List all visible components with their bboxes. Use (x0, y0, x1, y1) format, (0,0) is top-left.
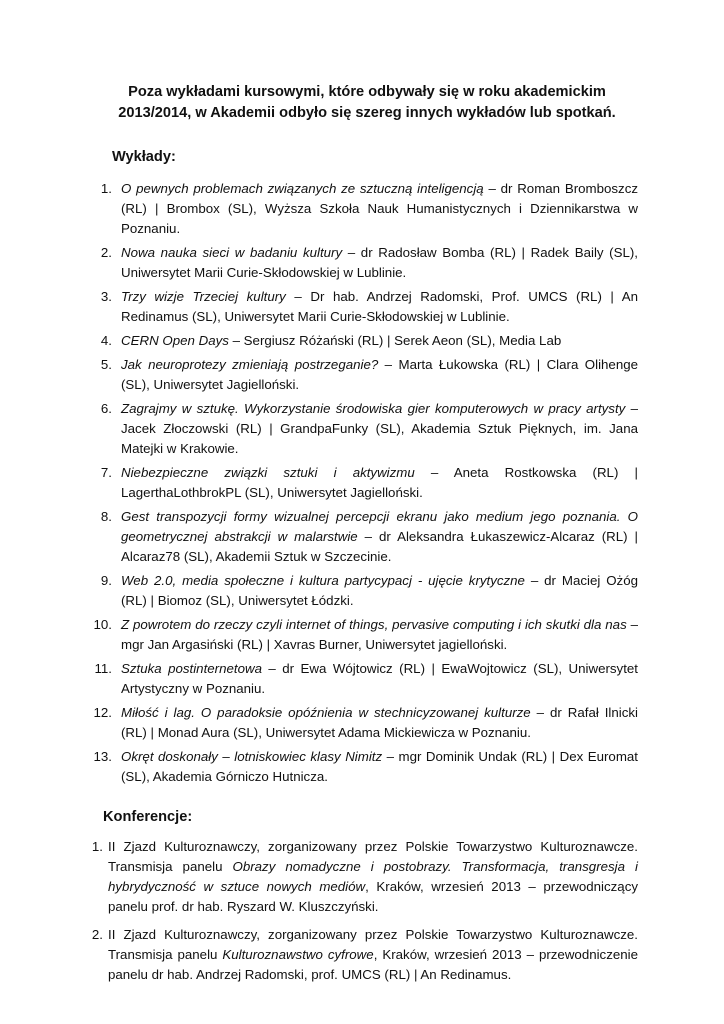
conference-text (108, 925, 638, 985)
lecture-details: – dr Roman Bromboszcz (RL) | Brombox (SL), Wyższa Szkoła Nauk Humanistycznych i Dziennikarstwa w Poznaniu. (121, 181, 638, 236)
lecture-number: 3. (100, 289, 112, 304)
lecture-details: – mgr Jan Argasiński (RL) | Xavras Burner, Uniwersytet jagielloński. (121, 617, 638, 652)
lecture-item (90, 507, 638, 567)
lecture-title: Niebezpieczne związki sztuki i aktywizmu (121, 465, 415, 480)
lecture-title: Miłość i lag. O paradoksie opóźnienia w stechnicyzowanej kulturze (121, 705, 531, 720)
lecture-details: – Marta Łukowska (RL) | Clara Olihenge (SL), Uniwersytet Jagielloński. (121, 357, 639, 392)
lecture-number: 11. (94, 661, 112, 676)
lecture-item (90, 243, 638, 283)
lecture-number: 2. (100, 245, 112, 260)
lectures-list (90, 179, 638, 787)
lecture-details: – Jacek Złoczowski (RL) | GrandpaFunky (SL), Akademia Sztuk Pięknych, im. Jana Matejki w Krakowie. (121, 401, 639, 456)
conference-panel-title: Kulturoznawstwo cyfrowe (222, 947, 374, 962)
lecture-title: Web 2.0, media społeczne i kultura partycypacj - ujęcie krytyczne (121, 573, 525, 588)
lecture-item (90, 399, 638, 459)
lecture-title: Sztuka postinternetowa (121, 661, 262, 676)
lecture-title: Okręt doskonały – lotniskowiec klasy Nimitz (121, 749, 383, 764)
lecture-number: 1. (100, 181, 112, 196)
lecture-title: O pewnych problemach związanych ze sztuczną inteligencją (121, 181, 484, 196)
lecture-details: – mgr Dominik Undak (RL) | Dex Euromat (SL), Akademia Górniczo Hutnicza. (121, 749, 638, 784)
heading-line-1: Poza wykładami kursowymi, które odbywały się w roku akademickim (128, 84, 606, 100)
conference-number: 2. (91, 927, 103, 942)
lecture-item (90, 287, 638, 327)
lecture-item (90, 615, 638, 655)
lecture-number: 5. (100, 357, 112, 372)
lecture-title: Z powrotem do rzeczy czyli internet of things, pervasive computing i ich skutki dla nas (121, 617, 627, 632)
conference-intro: II Zjazd Kulturoznawczy, zorganizowany przez Polskie Towarzystwo Kulturoznawcze. Transmisja panelu (108, 839, 638, 874)
lecture-number: 10. (93, 617, 112, 632)
lecture-title: Nowa nauka sieci w badaniu kultury (121, 245, 343, 260)
lecture-number: 12. (93, 705, 112, 720)
lecture-text (121, 399, 638, 459)
lecture-details: – dr Ewa Wójtowicz (RL) | EwaWojtowicz (SL), Uniwersytet Artystyczny w Poznaniu. (121, 661, 638, 696)
lecture-details: – dr Radosław Bomba (RL) | Radek Baily (SL), Uniwersytet Marii Curie-Skłodowskiej w Lublinie. (121, 245, 638, 280)
lecture-text (121, 287, 638, 327)
lecture-details: – dr Aleksandra Łukaszewicz-Alcaraz (RL) | Alcaraz78 (SL), Akademii Sztuk w Szczecinie. (121, 529, 638, 564)
conference-number: 1. (91, 839, 103, 854)
lecture-item (90, 463, 638, 503)
lecture-text (121, 703, 638, 743)
lecture-number: 13. (93, 749, 112, 764)
lecture-text (121, 615, 638, 655)
lecture-text (121, 571, 638, 611)
lecture-item (90, 331, 638, 351)
lecture-title: Gest transpozycji formy wizualnej percepcji ekranu jako medium jego poznania. O geometrycznej abstrakcji w malarstwie (121, 509, 638, 544)
lecture-text (121, 243, 638, 283)
lecture-details: – dr Maciej Ożóg (RL) | Biomoz (SL), Uniwersytet Łódzki. (121, 573, 638, 608)
lecture-text (121, 463, 638, 503)
lecture-text (121, 179, 638, 239)
lecture-item (90, 659, 638, 699)
conference-panel-title: Obrazy nomadyczne i postobrazy. Transformacja, transgresja i hybrydyczność w sztuce nowych mediów (108, 859, 638, 894)
lecture-number: 4. (100, 333, 112, 348)
lecture-text (121, 331, 638, 351)
lecture-number: 8. (100, 509, 112, 524)
conference-details: , Kraków, wrzesień 2013 – przewodniczenie panelu dr hab. Andrzej Radomski, prof. UMCS (RL) | An Redinamus. (108, 947, 638, 982)
lecture-number: 9. (100, 573, 112, 588)
lecture-text (121, 659, 638, 699)
lecture-item (90, 571, 638, 611)
lecture-details: – Sergiusz Różański (RL) | Serek Aeon (SL), Media Lab (228, 333, 562, 348)
lecture-details: – Aneta Rostkowska (RL) | LagerthaLothbrokPL (SL), Uniwersytet Jagielloński. (121, 465, 639, 500)
lecture-title: Jak neuroprotezy zmieniają postrzeganie? (121, 357, 379, 372)
lecture-item (90, 179, 638, 239)
heading-line-2: 2013/2014, w Akademii odbyło się szereg innych wykładów lub spotkań. (118, 105, 616, 121)
lecture-item (90, 703, 638, 743)
lecture-number: 6. (100, 401, 112, 416)
conferences-title: Konferencje: (103, 809, 193, 825)
lecture-text (121, 507, 638, 567)
lecture-details: – dr Rafał Ilnicki (RL) | Monad Aura (SL), Uniwersytet Adama Mickiewicza w Poznaniu. (121, 705, 638, 740)
page-heading (96, 82, 638, 124)
lecture-item (90, 747, 638, 787)
lecture-title: CERN Open Days (121, 333, 229, 348)
lecture-title: Zagrajmy w sztukę. Wykorzystanie środowiska gier komputerowych w pracy artysty (121, 401, 626, 416)
lecture-item (90, 355, 638, 395)
lecture-number: 7. (100, 465, 112, 480)
lecture-text (121, 355, 638, 395)
conferences-list (90, 837, 638, 985)
conference-item (90, 925, 638, 985)
conference-details: , Kraków, wrzesień 2013 – przewodniczący panelu prof. dr hab. Ryszard W. Kluszczyński. (108, 879, 638, 914)
conference-intro: II Zjazd Kulturoznawczy, zorganizowany przez Polskie Towarzystwo Kulturoznawcze. Transmisja panelu (108, 927, 638, 962)
lecture-title: Trzy wizje Trzeciej kultury (121, 289, 286, 304)
lectures-title: Wykłady: (112, 149, 176, 165)
lecture-text (121, 747, 638, 787)
conference-item (90, 837, 638, 917)
lecture-details: – Dr hab. Andrzej Radomski, Prof. UMCS (RL) | An Redinamus (SL), Uniwersytet Marii Curie-Skłodowskiej w Lublinie. (121, 289, 638, 324)
conference-text (108, 837, 638, 917)
